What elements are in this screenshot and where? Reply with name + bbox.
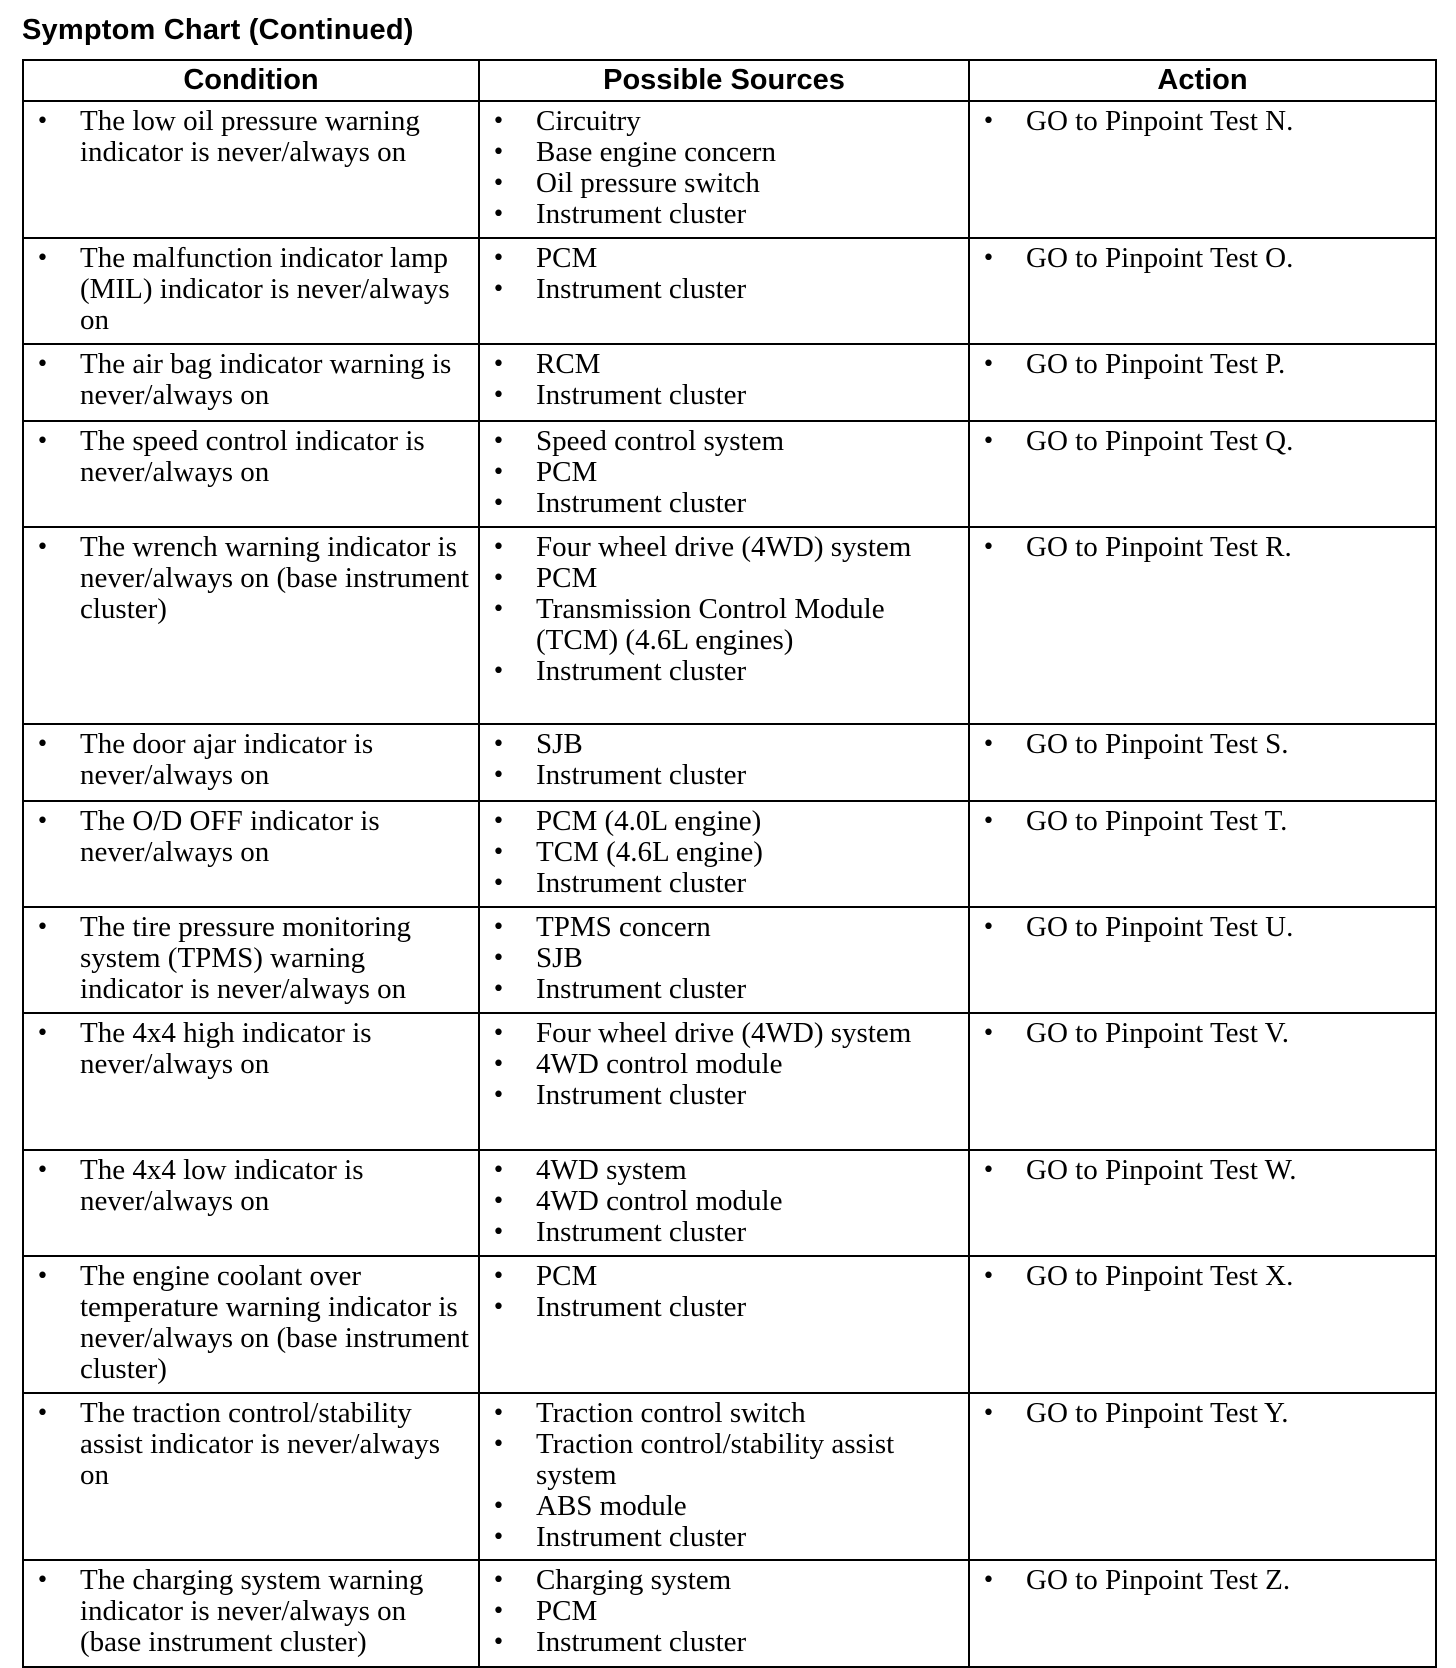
source-item: • RCM — [490, 349, 960, 380]
action-text: • GO to Pinpoint Test Q. — [980, 426, 1427, 457]
sources-cell — [479, 238, 969, 344]
condition-cell — [23, 1013, 479, 1150]
action-text: • GO to Pinpoint Test U. — [980, 912, 1427, 943]
action-cell — [969, 1393, 1436, 1560]
condition-text: • The tire pressure monitoring system (TPMS) warning indicator is never/always on — [34, 912, 470, 1005]
action-text: • GO to Pinpoint Test N. — [980, 106, 1427, 137]
source-item: • Transmission Control Module (TCM) (4.6L engines) — [490, 594, 960, 656]
source-item: • 4WD system — [490, 1155, 960, 1186]
table-row — [23, 1256, 1436, 1393]
source-item: • Instrument cluster — [490, 1217, 960, 1248]
action-cell — [969, 1150, 1436, 1256]
action-cell — [969, 1013, 1436, 1150]
action-cell — [969, 907, 1436, 1013]
sources-cell — [479, 724, 969, 801]
condition-cell — [23, 527, 479, 724]
source-item: • 4WD control module — [490, 1049, 960, 1080]
source-item: • PCM — [490, 563, 960, 594]
condition-text: • The air bag indicator warning is never/always on — [34, 349, 470, 411]
sources-cell — [479, 1256, 969, 1393]
condition-cell — [23, 101, 479, 238]
table-row — [23, 344, 1436, 421]
condition-cell — [23, 1256, 479, 1393]
condition-cell — [23, 724, 479, 801]
table-row — [23, 1150, 1436, 1256]
possible-sources-header: Possible Sources — [479, 60, 969, 101]
source-item: • Instrument cluster — [490, 1292, 960, 1323]
condition-text: • The traction control/stability assist indicator is never/always on — [34, 1398, 470, 1491]
sources-cell — [479, 1393, 969, 1560]
action-text: • GO to Pinpoint Test W. — [980, 1155, 1427, 1186]
action-cell — [969, 101, 1436, 238]
source-item: • Instrument cluster — [490, 656, 960, 687]
source-item: • Instrument cluster — [490, 274, 960, 305]
source-item: • SJB — [490, 943, 960, 974]
action-text: • GO to Pinpoint Test X. — [980, 1261, 1427, 1292]
action-header: Action — [969, 60, 1436, 101]
page-title: Symptom Chart (Continued) — [22, 14, 414, 46]
table-row — [23, 527, 1436, 724]
condition-text: • The door ajar indicator is never/always on — [34, 729, 470, 791]
source-item: • Instrument cluster — [490, 1080, 960, 1111]
sources-cell — [479, 1013, 969, 1150]
source-item: • 4WD control module — [490, 1186, 960, 1217]
action-cell — [969, 344, 1436, 421]
source-item: • Instrument cluster — [490, 380, 960, 411]
condition-cell — [23, 344, 479, 421]
action-text: • GO to Pinpoint Test Y. — [980, 1398, 1427, 1429]
source-item: • Traction control switch — [490, 1398, 960, 1429]
action-text: • GO to Pinpoint Test V. — [980, 1018, 1427, 1049]
source-item: • Charging system — [490, 1565, 960, 1596]
table-row — [23, 1560, 1436, 1667]
source-item: • ABS module — [490, 1491, 960, 1522]
condition-text: • The O/D OFF indicator is never/always on — [34, 806, 470, 868]
condition-header: Condition — [23, 60, 479, 101]
condition-cell — [23, 1150, 479, 1256]
source-item: • Oil pressure switch — [490, 168, 960, 199]
condition-text: • The charging system warning indicator is never/always on (base instrument cluster) — [34, 1565, 470, 1658]
symptom-chart-table — [22, 59, 1437, 1668]
condition-text: • The speed control indicator is never/always on — [34, 426, 470, 488]
condition-text: • The wrench warning indicator is never/always on (base instrument cluster) — [34, 532, 470, 625]
sources-cell — [479, 421, 969, 527]
action-text: • GO to Pinpoint Test P. — [980, 349, 1427, 380]
condition-cell — [23, 1560, 479, 1667]
condition-text: • The 4x4 high indicator is never/always on — [34, 1018, 470, 1080]
action-text: • GO to Pinpoint Test T. — [980, 806, 1427, 837]
condition-text: • The malfunction indicator lamp (MIL) indicator is never/always on — [34, 243, 470, 336]
source-item: • TPMS concern — [490, 912, 960, 943]
action-cell — [969, 421, 1436, 527]
source-item: • Base engine concern — [490, 137, 960, 168]
table-row — [23, 724, 1436, 801]
table-row — [23, 1393, 1436, 1560]
source-item: • PCM — [490, 243, 960, 274]
condition-cell — [23, 238, 479, 344]
table-row — [23, 101, 1436, 238]
source-item: • Instrument cluster — [490, 1522, 960, 1553]
source-item: • Four wheel drive (4WD) system — [490, 532, 960, 563]
source-item: • TCM (4.6L engine) — [490, 837, 960, 868]
source-item: • PCM — [490, 1596, 960, 1627]
action-cell — [969, 238, 1436, 344]
source-item: • PCM — [490, 1261, 960, 1292]
action-cell — [969, 1560, 1436, 1667]
source-item: • Instrument cluster — [490, 488, 960, 519]
source-item: • Instrument cluster — [490, 868, 960, 899]
source-item: • Four wheel drive (4WD) system — [490, 1018, 960, 1049]
sources-cell — [479, 801, 969, 907]
source-item: • SJB — [490, 729, 960, 760]
action-cell — [969, 724, 1436, 801]
source-item: • PCM (4.0L engine) — [490, 806, 960, 837]
source-item: • Traction control/stability assist system — [490, 1429, 960, 1491]
condition-text: • The low oil pressure warning indicator is never/always on — [34, 106, 470, 168]
table-row — [23, 238, 1436, 344]
action-cell — [969, 801, 1436, 907]
source-item: • Circuitry — [490, 106, 960, 137]
condition-text: • The engine coolant over temperature warning indicator is never/always on (base instrument cluster) — [34, 1261, 470, 1385]
action-text: • GO to Pinpoint Test R. — [980, 532, 1427, 563]
header-row — [23, 60, 1436, 101]
action-text: • GO to Pinpoint Test O. — [980, 243, 1427, 274]
action-cell — [969, 527, 1436, 724]
sources-cell — [479, 1150, 969, 1256]
sources-cell — [479, 101, 969, 238]
table-row — [23, 907, 1436, 1013]
action-cell — [969, 1256, 1436, 1393]
source-item: • Instrument cluster — [490, 1627, 960, 1658]
sources-cell — [479, 1560, 969, 1667]
source-item: • PCM — [490, 457, 960, 488]
source-item: • Instrument cluster — [490, 974, 960, 1005]
condition-cell — [23, 801, 479, 907]
table-row — [23, 1013, 1436, 1150]
sources-cell — [479, 344, 969, 421]
condition-text: • The 4x4 low indicator is never/always on — [34, 1155, 470, 1217]
source-item: • Instrument cluster — [490, 199, 960, 230]
sources-cell — [479, 907, 969, 1013]
table-row — [23, 421, 1436, 527]
sources-cell — [479, 527, 969, 724]
condition-cell — [23, 907, 479, 1013]
action-text: • GO to Pinpoint Test S. — [980, 729, 1427, 760]
source-item: • Instrument cluster — [490, 760, 960, 791]
action-text: • GO to Pinpoint Test Z. — [980, 1565, 1427, 1596]
source-item: • Speed control system — [490, 426, 960, 457]
condition-cell — [23, 421, 479, 527]
table-row — [23, 801, 1436, 907]
condition-cell — [23, 1393, 479, 1560]
